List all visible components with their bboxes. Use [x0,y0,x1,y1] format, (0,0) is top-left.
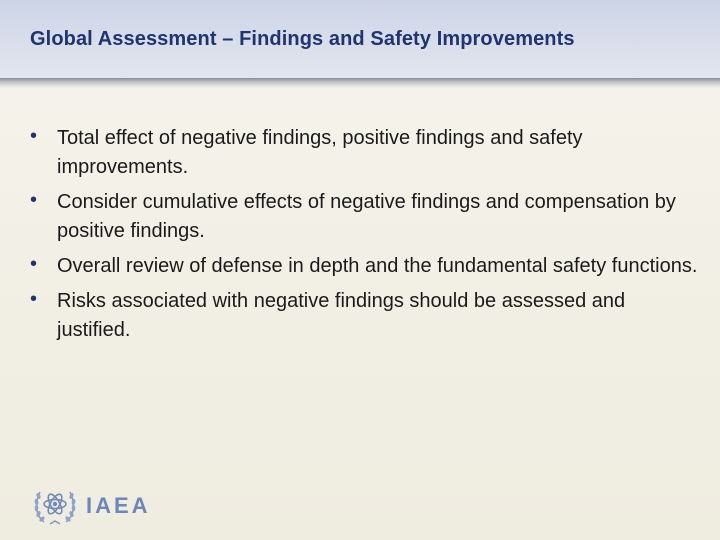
bullet-marker: • [30,288,38,310]
bullet-item [30,188,700,246]
bullet-text: Overall review of defense in depth and the fundamental safety functions. [57,255,698,277]
bullet-item [30,252,700,281]
bullet-item [30,124,700,182]
slide-title: Global Assessment – Findings and Safety Improvements [30,28,575,50]
logo-text: IAEA [86,493,151,518]
bullet-text: Risks associated with negative findings should be assessed and justified. [57,290,626,341]
bullet-item [30,287,700,345]
bullet-marker: • [30,189,38,211]
bullet-text: Total effect of negative findings, positive findings and safety improvements. [57,127,583,178]
bullet-marker: • [30,253,38,275]
bullet-marker: • [30,125,38,147]
header-divider [0,78,720,88]
iaea-emblem-icon [30,482,80,530]
bullet-list [30,124,700,351]
bullet-text: Consider cumulative effects of negative findings and compensation by positive findings. [57,191,676,242]
iaea-logo [30,482,151,530]
